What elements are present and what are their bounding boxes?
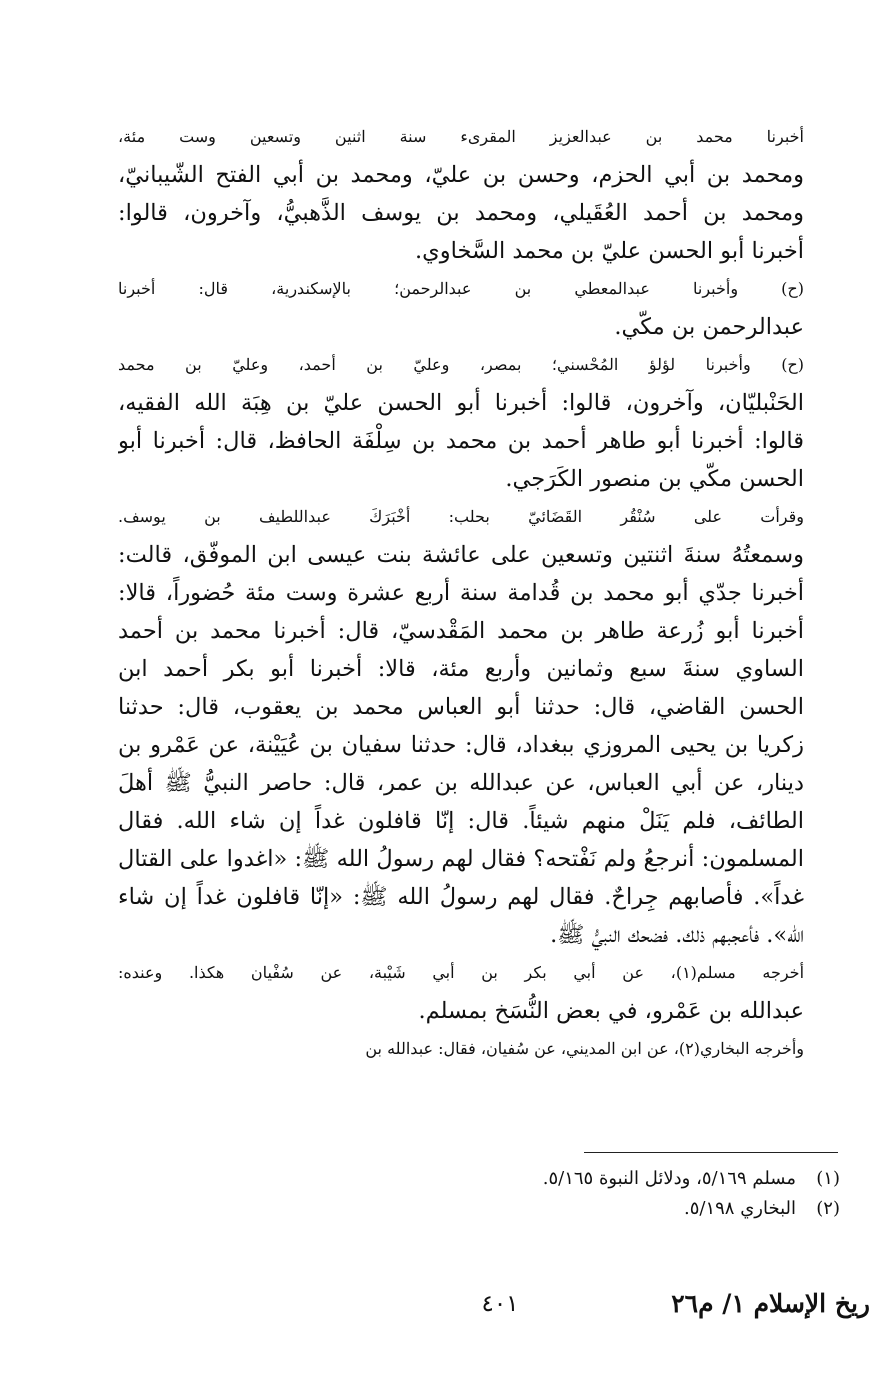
- footnote-separator: [584, 1152, 838, 1153]
- running-title: ريخ الإسلام ١/ م٢٦: [671, 1289, 870, 1318]
- paragraph: [118, 346, 838, 498]
- paragraph: [118, 954, 838, 1030]
- text-line: ومحمد بن أحمد العُقَيلي، ومحمد بن يوسف الذَّهبيُّ، وآخرون، قالوا:: [118, 200, 804, 226]
- footnote: [118, 1194, 840, 1224]
- page-number: ٤٠١: [481, 1291, 519, 1317]
- text-line: أخبرنا جدّي أبو محمد بن قُدامة سنة أربع عشرة وست مئة حُضوراً، قالا:: [118, 580, 804, 606]
- text-line: (ح) وأخبرنا عبدالمعطي بن عبدالرحمن؛ بالإسكندرية، قال: أخبرنا: [118, 279, 804, 298]
- text-line: الحَنْبليّان، وآخرون، قالوا: أخبرنا أبو الحسن عليّ بن هِبَة الله الفقيه،: [118, 390, 804, 416]
- footnote: [118, 1164, 840, 1194]
- text-line: وسمعتُهُ سنةَ اثنتين وتسعين على عائشة بنت عيسى ابن الموفّق، قالت:: [118, 542, 804, 568]
- text-line: قالوا: أخبرنا أبو طاهر أحمد بن محمد بن سِلْفَة الحافظ، قال: أخبرنا أبو: [118, 428, 804, 454]
- text-line: أخبرنا أبو زُرعة طاهر بن محمد المَقْدسيّ، قال: أخبرنا محمد بن أحمد: [118, 618, 804, 644]
- text-line: الطائف، فلم يَنَلْ منهم شيئاً. قال: إنّا قافلون غداً إن شاء الله. فقال: [118, 808, 804, 834]
- text-line: ومحمد بن أبي الحزم، وحسن بن عليّ، ومحمد بن أبي الفتح الشّيبانيّ،: [118, 162, 804, 188]
- footnote-text: البخاري ٥/١٩٨.: [683, 1198, 796, 1219]
- text-line: عبدالله بن عَمْرو، في بعض النُّسَخ بمسلم.: [418, 998, 804, 1024]
- text-line: أخبرنا محمد بن عبدالعزيز المقرىء سنة اثنين وتسعين وست مئة،: [118, 127, 804, 146]
- text-line: زكريا بن يحيى المروزي ببغداد، قال: حدثنا سفيان بن عُيَيْنة، عن عَمْرو بن: [118, 732, 804, 758]
- text-line: الحسن مكّي بن منصور الكَرَجي.: [505, 466, 804, 492]
- text-line: عبدالرحمن بن مكّي.: [614, 314, 804, 340]
- footnotes: [118, 1164, 840, 1224]
- paragraph: [118, 1030, 838, 1068]
- text-line: الله». فأعجبهم ذلك. فضحك النبيُّ ﷺ.: [550, 922, 804, 948]
- paragraph: [118, 118, 838, 270]
- footnote-number: (٢): [816, 1198, 840, 1219]
- text-line: وأخرجه البخاري(٢)، عن ابن المديني، عن سُفيان، فقال: عبدالله بن: [365, 1039, 804, 1058]
- text-line: دينار، عن أبي العباس، عن عبدالله بن عمر، قال: حاصر النبيُّ ﷺ أهلَ: [118, 770, 804, 796]
- paragraph: [118, 498, 838, 954]
- text-line: غداً». فأصابهم جِراحٌ. فقال لهم رسولُ الله ﷺ: «إنّا قافلون غداً إن شاء: [118, 884, 804, 910]
- text-line: الحسن القاضي، قال: حدثنا أبو العباس محمد بن يعقوب، قال: حدثنا: [118, 694, 804, 720]
- footnote-text: مسلم ٥/١٦٩، ودلائل النبوة ٥/١٦٥.: [542, 1168, 796, 1189]
- footnote-number: (١): [816, 1168, 840, 1189]
- text-line: المسلمون: أنرجعُ ولم نَفْتحه؟ فقال لهم رسولُ الله ﷺ: «اغدوا على القتال: [118, 846, 804, 872]
- paragraph: [118, 270, 838, 346]
- text-line: وقرأت على سُنْقُر القَضَائيّ بحلب: أخْبَرَكَ عبداللطيف بن يوسف.: [118, 507, 804, 526]
- text-line: (ح) وأخبرنا لؤلؤ المُحْسني؛ بمصر، وعليّ بن أحمد، وعليّ بن محمد: [118, 355, 804, 374]
- text-line: أخرجه مسلم(١)، عن أبي بكر بن أبي شَيْبة، عن سُفْيان هكذا. وعنده:: [118, 963, 805, 982]
- text-line: أخبرنا أبو الحسن عليّ بن محمد السَّخاوي.: [415, 238, 804, 264]
- text-line: الساوي سنةَ سبع وثمانين وأربع مئة، قالا: أخبرنا أبو بكر أحمد ابن: [118, 656, 804, 682]
- main-text: [118, 118, 838, 1068]
